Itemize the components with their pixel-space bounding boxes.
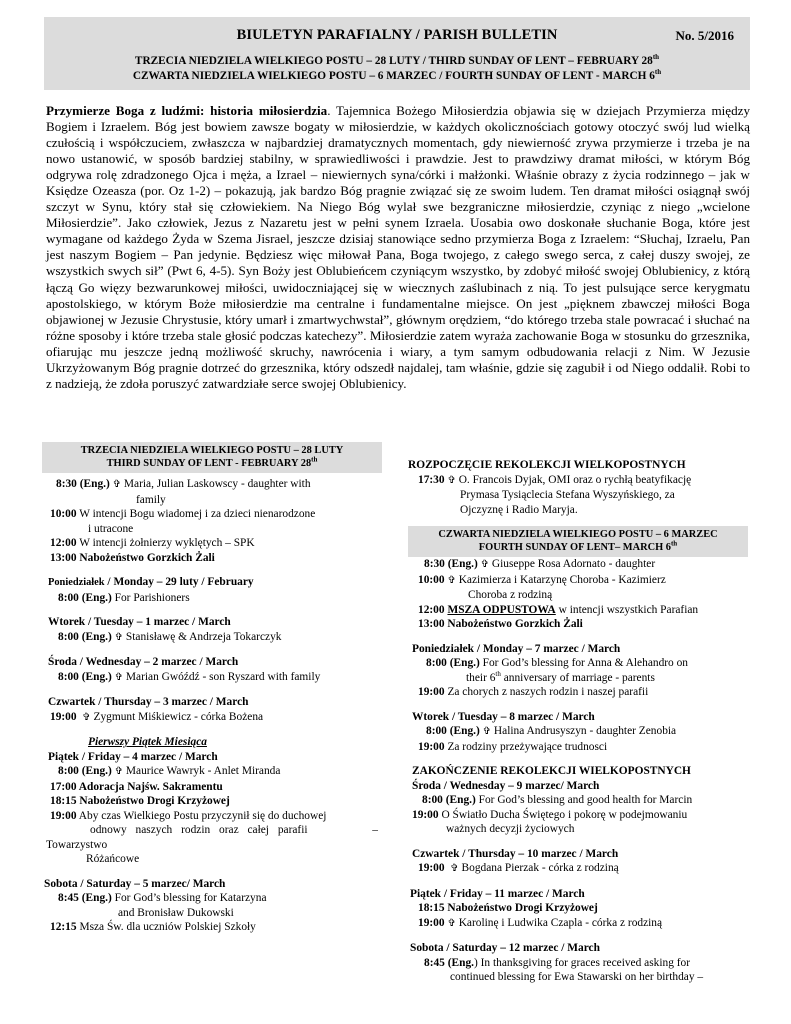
cross-icon: ✞ [480, 559, 490, 570]
mass-entry [408, 724, 748, 740]
mass-intention-continued: Towarzystwo [46, 838, 108, 851]
day-heading: Sobota / Saturday – 12 marzec / March [410, 942, 600, 954]
first-friday-label: Pierwszy Piątek Miesiąca [88, 736, 207, 748]
mass-time: 8:30 (Eng.) [56, 478, 110, 490]
mass-time: 10:00 [418, 573, 445, 586]
mass-time: 19:00 [412, 808, 439, 821]
cross-icon: ✞ [114, 671, 124, 683]
mass-entry [408, 685, 748, 700]
mass-entry [408, 573, 748, 589]
mass-intention: Kazimierza i Katarzynę Choroba - Kazimierz [458, 573, 666, 586]
mass-time: 8:30 (Eng.) [424, 558, 478, 570]
day-heading-en: / Monday – 29 luty / February [104, 576, 254, 588]
mass-intention: Msza Św. dla uczniów Polskiej Szkoły [79, 921, 256, 933]
mass-entry [408, 656, 748, 671]
ordinal-sup: th [495, 669, 501, 678]
mass-intention: Aby czas Wielkiego Postu przyczynił się do duchowej [78, 809, 327, 822]
mass-time: 8:00 (Eng.) [422, 794, 476, 806]
schedule-left-column [42, 442, 382, 935]
sunday-box-line-2-text: FOURTH SUNDAY OF LENT– MARCH 6 [478, 541, 671, 553]
mass-entry [408, 808, 748, 823]
mass-intention: For Parishioners [114, 591, 190, 604]
header-sunday-line-2 [44, 70, 750, 82]
mass-time: 12:15 [50, 921, 77, 933]
day-heading: Piątek / Friday – 4 marzec / March [48, 750, 218, 763]
day-heading: Środa / Wednesday – 2 marzec / March [48, 656, 239, 668]
day-heading [42, 575, 382, 591]
day-heading: Środa / Wednesday – 9 marzec/ March [412, 779, 600, 792]
intention-cont-a: odnowy naszych rodzin oraz całej parafii [90, 824, 308, 836]
mass-intention-continued: ważnych decyzji życiowych [446, 823, 575, 835]
retreat-end-heading: ZAKOŃCZENIE REKOLEKCJI WIELKOPOSTNYCH [412, 765, 691, 777]
cross-icon: ✞ [447, 474, 456, 486]
mass-entry [408, 916, 748, 932]
service-entry: 18:15 Nabożeństwo Drogi Krzyżowej [418, 902, 598, 914]
header-sunday-line-1 [44, 55, 750, 67]
mass-time: 17:30 [418, 473, 445, 486]
mass-time: 8:45 (Eng. [424, 956, 474, 969]
sunday-box-line-1: TRZECIA NIEDZIELA WIELKIEGO POSTU – 28 LUTY [80, 445, 344, 456]
mass-time: 19:00 [418, 862, 445, 874]
mass-intention-continued: i utracone [88, 522, 134, 535]
cross-icon: ✞ [447, 574, 456, 586]
header-line-1-text: TRZECIA NIEDZIELA WIELKIEGO POSTU – 28 LUTY / THIRD SUNDAY OF LENT – FEBRUARY 28 [134, 55, 653, 67]
schedule-right-column [408, 458, 748, 985]
mass-time: 8:00 (Eng.) [58, 670, 112, 683]
mass-entry [42, 630, 382, 646]
mass-time: 12:00 [50, 537, 77, 549]
mass-entry [408, 603, 748, 618]
service-entry: 18:15 Nabożeństwo Drogi Krzyżowej [50, 795, 230, 807]
mass-entry [42, 536, 382, 551]
day-heading: Piątek / Friday – 11 marzec / March [410, 887, 585, 900]
mass-intention-continued: family [136, 493, 166, 506]
mass-entry [408, 956, 748, 971]
mass-intention-continued: and Bronisław Dukowski [118, 906, 234, 919]
mass-entry [42, 809, 382, 824]
header-line-1-sup: th [652, 53, 660, 62]
header-line-2-text: CZWARTA NIEDZIELA WIELKIEGO POSTU – 6 MARZEC / FOURTH SUNDAY OF LENT - MARCH 6 [132, 70, 655, 82]
cross-icon: ✞ [114, 766, 124, 777]
mass-intention: For God’s blessing for Anna & Alehandro on [482, 657, 688, 669]
mass-intention: O. Francois Dyjak, OMI oraz o rychłą beatyfikację [458, 473, 692, 486]
mass-entry [42, 764, 382, 780]
mass-entry [42, 920, 382, 935]
indulgence-mass-label: MSZA ODPUSTOWA [447, 603, 556, 616]
mass-entry [42, 507, 382, 522]
sunday-box-sup: th [670, 539, 678, 548]
mass-entry [408, 473, 748, 489]
mass-entry [42, 477, 382, 493]
cross-icon: ✞ [82, 711, 91, 723]
mass-intention: For God’s blessing for Katarzyna [114, 892, 267, 904]
sunday-mar-6-box [408, 526, 748, 557]
mass-time: 19:00 [50, 710, 77, 723]
mass-intention: ) In thanksgiving for graces received asking for [474, 956, 691, 969]
intro-heading: Przymierze Boga z ludźmi: historia miłosierdzia [46, 103, 328, 118]
mass-time: 8:00 (Eng.) [426, 657, 480, 669]
mass-entry [408, 793, 748, 808]
day-heading-pl: Poniedziałek [48, 577, 105, 588]
mass-time: 19:00 [418, 740, 445, 753]
service-entry: 17:00 Adoracja Najśw. Sakramentu [50, 780, 223, 793]
mass-intention: w intencji wszystkich Parafian [555, 603, 699, 616]
mass-intention: Halina Andrusyszyn - daughter Zenobia [493, 725, 677, 737]
mass-intention: Maurice Wawryk - Anlet Miranda [125, 765, 281, 777]
sunday-box-line-2 [410, 539, 746, 555]
title-row [44, 27, 750, 47]
mass-intention: Maria, Julian Laskowscy - daughter with [123, 478, 311, 490]
cross-icon: ✞ [112, 479, 122, 490]
issue-number: No. 5/2016 [675, 28, 734, 43]
sunday-box-sup: th [311, 455, 318, 464]
mass-entry [42, 591, 382, 606]
mass-intention: Stanisławę & Andrzeja Tokarczyk [125, 630, 282, 643]
day-heading: Wtorek / Tuesday – 1 marzec / March [48, 616, 231, 628]
day-heading: Sobota / Saturday – 5 marzec/ March [44, 877, 226, 890]
mass-intention: Bogdana Pierzak - córka z rodziną [461, 862, 619, 874]
mass-time: 19:00 [418, 916, 445, 929]
mass-intention: Zygmunt Miśkiewicz - córka Bożena [93, 710, 264, 723]
intention-cont-a: their 6 [466, 671, 496, 684]
sunday-box-line-1: CZWARTA NIEDZIELA WIELKIEGO POSTU – 6 MARZEC [438, 529, 718, 540]
mass-intention-continued: Ojczyznę i Radio Maryja. [460, 503, 578, 516]
mass-time: 19:00 [418, 686, 445, 698]
mass-intention: Giuseppe Rosa Adornato - daughter [491, 558, 656, 570]
mass-entry [408, 740, 748, 755]
mass-intention-continued: Choroba z rodziną [468, 589, 553, 601]
mass-entry [42, 670, 382, 686]
mass-intention: Karolinę i Ludwika Czapla - córka z rodziną [458, 916, 663, 929]
day-heading: Wtorek / Tuesday – 8 marzec / March [412, 710, 595, 723]
service-entry: 13:00 Nabożeństwo Gorzkich Żali [418, 618, 583, 630]
bulletin-header [44, 17, 750, 90]
mass-intention: O Światło Ducha Świętego i pokorę w podejmowaniu [441, 808, 688, 821]
mass-intention-continued: Różańcowe [86, 853, 140, 865]
mass-intention: W intencji Bogu wiadomej i za dzieci nienarodzone [79, 508, 316, 520]
retreat-start-heading: ROZPOCZĘCIE REKOLEKCJI WIELKOPOSTNYCH [408, 459, 686, 471]
intention-dash: – [372, 824, 378, 836]
mass-time: 19:00 [50, 809, 77, 822]
day-heading: Poniedziałek / Monday – 7 marzec / March [412, 642, 621, 655]
cross-icon: ✞ [450, 863, 459, 874]
mass-intention-continued [42, 823, 382, 838]
header-line-2-sup: th [654, 68, 662, 77]
mass-entry [42, 891, 382, 906]
mass-intention: Za chorych z naszych rodzin i naszej parafii [447, 686, 649, 698]
cross-icon: ✞ [482, 726, 492, 737]
mass-intention-continued: continued blessing for Ewa Stawarski on her birthday – [450, 971, 704, 983]
sunday-feb-28-box [42, 442, 382, 473]
mass-time: 8:00 (Eng.) [58, 630, 112, 643]
mass-entry [408, 861, 748, 877]
intro-body: . Tajemnica Bożego Miłosierdzia objawia się w dziejach Przymierza między Bogiem i Izraelem. Bóg jest bowiem zawsze bogaty w miłosierdzie, w każdych okolicznościach gotowy otoczyć swój lud wielką czułością i współczuciem, zwłaszcza w najbardziej dramatycznych momentach, gdy niewierność zrywa przymierze i trzeba je na nowo ustanowić, w sposób bardziej stabilny, w sprawiedliwości i prawdzie. Jest to prawdziwy dramat miłości, w którym Bóg odgrywa rolę zdradzonego Ojca i męża, a Izrael – niewiernych syna/córki i małżonki. Właśnie obrazy z życia rodzinnego – jak w Księdze Ozeasza (por. Oz 1-2) – pokazują, jak bardzo Bóg pragnie związać się ze swoim ludem. Ten dramat miłości osiągnął swój szczyt w Synu, który stał się człowiekiem. Na Niego Bóg wylał swe bezgraniczne miłosierdzie, czyniąc z niego „wcielone Miłosierdzie”. Jako człowiek, Jezus z Nazaretu jest w pełni synem Izraela. Uosabia owo doskonałe słuchanie Boga, które jest wymagane od każdego Żyda w Szema Jisrael, jeszcze dzisiaj stanowiące sedno przymierza Boga z Izraelem: “Słuchaj, Izraelu, Pan jest naszym Bogiem – Pan jedynie. Będziesz więc miłował Pana, Boga twojego, z całego swego serca, z całej duszy swojej, ze wszystkich swych sił” (Pwt 6, 4-5). Syn Boży jest Oblubieńcem czyniącym wszystko, by zdobyć miłość swojej Oblubienicy, z którą łączą Go więzy bezwarunkowej miłości, uwidoczniającej się w wiecznych zaślubinach z nią. To jest pulsujące serce kerygmatu apostolskiego, w którym Boże miłosierdzie ma centralne i fundamentalne miejsce. On jest „pięknem zbawczej miłości Boga objawionej w Jezusie Chrystusie, który umarł i zmartwychwstał”, głównym orędziem, “do którego trzeba stale powracać i słuchać na różne sposoby i które trzeba stale głosić podczas katechezy”. Miłosierdzie zatem wyraża zachowanie Boga w stosunku do grzesznika, ofiarując mu jeszcze jedną możliwość skruchy, nawrócenia i wiary, a tym samym odbudowania relacji z Nim. W Jezusie Ukrzyżowanym Bóg pragnie dotrzeć do grzesznika, który odszedł najdalej, tam właśnie, gdzie się zagubił i od Niego oddalił. Robi to z nadzieją, że zdoła poruszyć zatwardziałe serce swojej Oblubienicy. [46, 103, 750, 391]
mass-intention-continued [408, 671, 748, 686]
mass-time: 8:00 (Eng.) [58, 765, 112, 777]
mass-time: 12:00 [418, 603, 445, 616]
mass-time: 8:00 (Eng.) [58, 591, 112, 604]
intro-article [46, 103, 750, 392]
mass-intention: Za rodziny przeżywające trudnosci [447, 740, 608, 753]
mass-intention: Marian Gwóźdź - son Ryszard with family [125, 670, 321, 683]
mass-intention: For God’s blessing and good health for Marcin [478, 794, 693, 806]
cross-icon: ✞ [447, 917, 456, 929]
day-heading: Czwartek / Thursday – 10 marzec / March [412, 847, 619, 860]
bulletin-title: BIULETYN PARAFIALNY / PARISH BULLETIN [236, 27, 558, 43]
sunday-box-line-2-text: THIRD SUNDAY OF LENT - FEBRUARY 28 [106, 457, 312, 469]
mass-time: 8:00 (Eng.) [426, 725, 480, 737]
day-heading: Czwartek / Thursday – 3 marzec / March [48, 696, 249, 708]
intention-cont-b: anniversary of marriage - parents [500, 671, 655, 684]
mass-time: 10:00 [50, 508, 77, 520]
mass-time: 8:45 (Eng.) [58, 892, 112, 904]
mass-intention: W intencji żołnierzy wyklętych – SPK [79, 537, 255, 549]
mass-entry [408, 557, 748, 573]
cross-icon: ✞ [114, 631, 124, 643]
mass-intention-continued: Prymasa Tysiąclecia Stefana Wyszyńskiego, za [460, 489, 675, 501]
service-entry: 13:00 Nabożeństwo Gorzkich Żali [50, 551, 215, 564]
sunday-box-line-2 [44, 455, 380, 471]
mass-entry [42, 710, 382, 726]
